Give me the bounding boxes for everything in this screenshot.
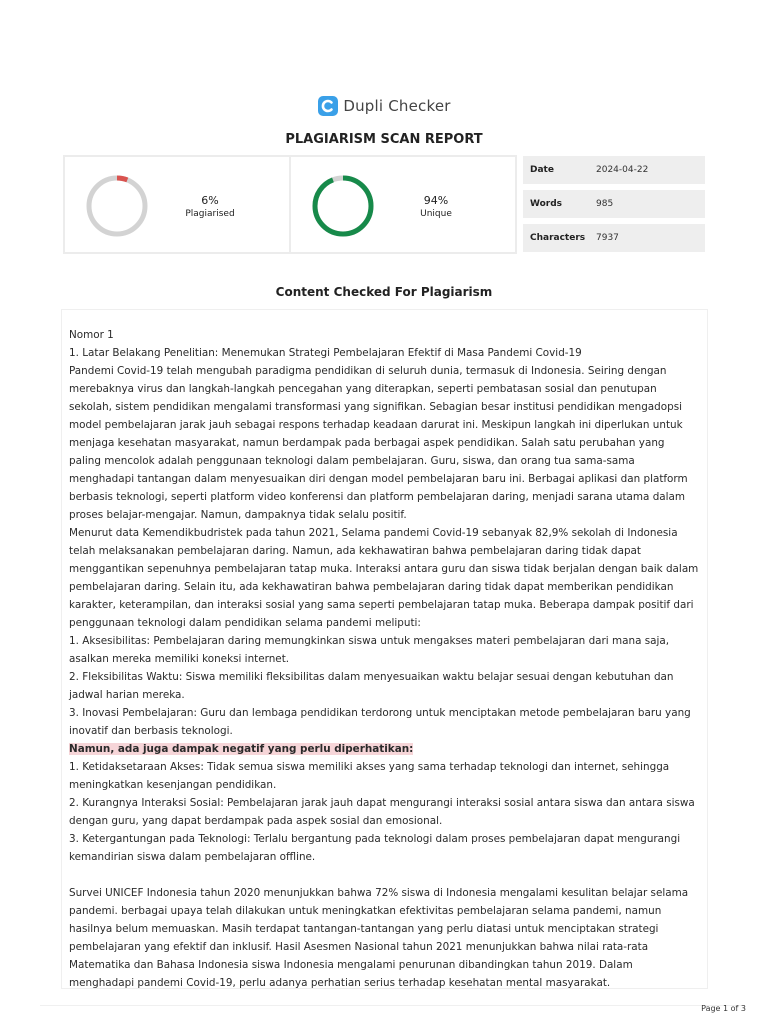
content-panel	[61, 309, 708, 989]
plagiarism-match-highlight	[69, 740, 699, 758]
unique-stat	[289, 157, 515, 252]
plagiarised-percent: 6%	[201, 194, 219, 207]
content-paragraph: 1. Latar Belakang Penelitian: Menemukan Strategi Pembelajaran Efektif di Masa Pandemi Covid-19	[69, 347, 582, 359]
content-paragraph: 2. Kurangnya Interaksi Sosial: Pembelajaran jarak jauh dapat mengurangi interaksi sosial antara siswa dan antara siswa dengan guru, yang dapat berdampak pada aspek sosial dan emosional.	[69, 797, 695, 827]
content-paragraph: 2. Fleksibilitas Waktu: Siswa memiliki fleksibilitas dalam menyesuaikan waktu belajar sesuai dengan kebutuhan dan jadwal harian mereka.	[69, 671, 674, 701]
section-title: Content Checked For Plagiarism	[275, 285, 493, 299]
meta-key: Characters	[530, 233, 586, 243]
meta-row-characters	[523, 224, 705, 252]
content-paragraph: 1. Aksesibilitas: Pembelajaran daring memungkinkan siswa untuk mengakses materi pembelajaran dari mana saja, asalkan mereka memiliki koneksi internet.	[69, 635, 670, 665]
meta-row-words	[523, 190, 705, 218]
meta-value: 985	[596, 199, 614, 209]
checked-content	[69, 326, 699, 992]
brand-logo	[0, 95, 768, 117]
content-paragraph: Menurut data Kemendikbudristek pada tahun 2021, Selama pandemi Covid-19 sebanyak 82,9% sekolah di Indonesia telah melaksanakan pembelajaran daring. Namun, ada kekhawatiran bahwa pembelajaran daring tidak dapat menggantikan sepenuhnya pembelajaran tatap muka. Interaksi antara guru dan siswa tidak berjalan dengan baik dalam pembelajaran daring. Selain itu, ada kekhawatiran bahwa pembelajaran daring tidak dapat memberikan pendidikan karakter, keterampilan, dan interaksi sosial yang sama seperti pembelajaran tatap muka. Beberapa dampak positif dari penggunaan teknologi dalam pendidikan selama pandemi meliputi:	[69, 527, 699, 629]
report-title: PLAGIARISM SCAN REPORT	[285, 132, 483, 147]
duplichecker-logo-icon	[317, 95, 339, 117]
unique-label: Unique	[420, 209, 452, 219]
plagiarised-ring-track	[89, 178, 145, 234]
unique-percent: 94%	[423, 194, 449, 207]
content-paragraph: 1. Ketidaksetaraan Akses: Tidak semua siswa memiliki akses yang sama terhadap teknologi dan internet, sehingga meningkatkan kesenjangan pendidikan.	[69, 761, 670, 791]
content-paragraph: Nomor 1	[69, 329, 114, 341]
stats-panel	[63, 155, 517, 254]
meta-key: Words	[530, 199, 563, 209]
plagiarised-label: Plagiarised	[185, 209, 235, 219]
plagiarised-ring-chart	[85, 174, 149, 238]
page-number: Page 1 of 3	[701, 1004, 746, 1013]
report-meta-table	[523, 156, 705, 258]
meta-row-date	[523, 156, 705, 184]
content-paragraph: 3. Ketergantungan pada Teknologi: Terlalu bergantung pada teknologi dalam proses pembelajaran dapat mengurangi kemandirian siswa dalam pembelajaran offline.	[69, 833, 681, 863]
plagiarised-stat	[65, 157, 289, 252]
highlighted-text: Namun, ada juga dampak negatif yang perlu diperhatikan:	[69, 743, 414, 755]
meta-key: Date	[530, 165, 554, 175]
brand-name: Dupli Checker	[343, 97, 451, 115]
meta-value: 7937	[596, 233, 619, 243]
meta-value: 2024-04-22	[596, 165, 649, 175]
content-paragraph: 3. Inovasi Pembelajaran: Guru dan lembaga pendidikan terdorong untuk menciptakan metode pembelajaran baru yang inovatif dan berbasis teknologi.	[69, 707, 691, 737]
unique-ring-chart	[311, 174, 375, 238]
content-paragraph: Survei UNICEF Indonesia tahun 2020 menunjukkan bahwa 72% siswa di Indonesia mengalami kesulitan belajar selama pandemi. berbagai upaya telah dilakukan untuk meningkatkan efektivitas pembelajaran selama pandemi, namun hasilnya belum memuaskan. Masih terdapat tantangan-tantangan yang perlu diatasi untuk menciptakan strategi pembelajaran yang efektif dan inklusif. Hasil Asesmen Nasional tahun 2021 menunjukkan bahwa nilai rata-rata Matematika dan Bahasa Indonesia siswa Indonesia mengalami penurunan dibandingkan tahun 2019. Dalam menghadapi pandemi Covid-19, perlu adanya perhatian serius terhadap kesehatan mental masyarakat.	[69, 887, 689, 989]
paragraph-spacer	[69, 866, 699, 884]
unique-ring-fill	[315, 178, 371, 234]
content-paragraph: Pandemi Covid-19 telah mengubah paradigma pendidikan di seluruh dunia, termasuk di Indonesia. Seiring dengan merebaknya virus dan langkah-langkah pencegahan yang diterapkan, seperti pembatasan sosial dan penutupan sekolah, sistem pendidikan mengalami transformasi yang signifikan. Sebagian besar institusi pendidikan mengadopsi model pembelajaran jarak jauh sebagai respons terhadap keadaan darurat ini. Meskipun langkah ini diperlukan untuk menjaga kesehatan masyarakat, namun berdampak pada berbagai aspek pendidikan. Salah satu perubahan yang paling mencolok adalah penggunaan teknologi dalam pembelajaran. Guru, siswa, dan orang tua sama-sama menghadapi tantangan dalam menyesuaikan diri dengan model pembelajaran baru ini. Berbagai aplikasi dan platform berbasis teknologi, seperti platform video konferensi dan platform pembelajaran daring, menjadi sarana utama dalam proses belajar-mengajar. Namun, dampaknya tidak selalu positif.	[69, 365, 688, 521]
footer-divider	[40, 1005, 745, 1006]
